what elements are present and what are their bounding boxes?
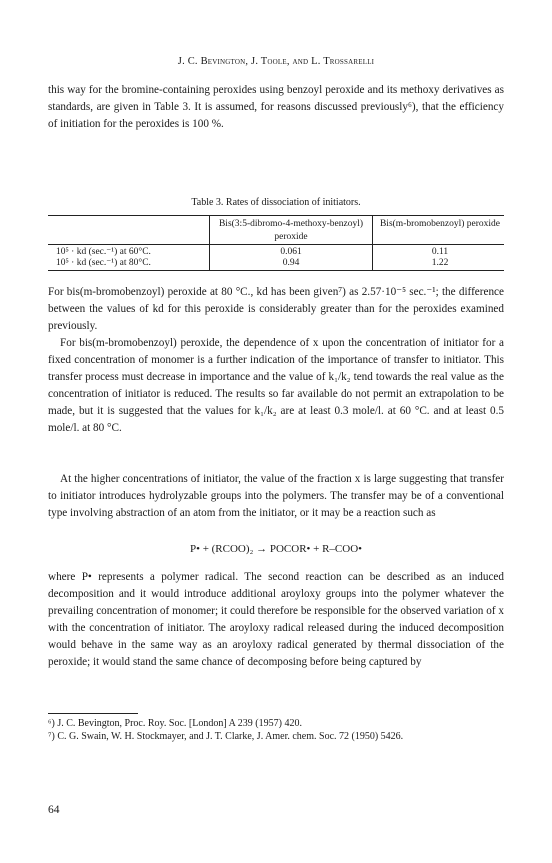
- table-column-divider: [209, 215, 210, 270]
- paragraph: For bis(m-bromobenzoyl) peroxide at 80 °C., kd has been given⁷) as 2.57·10⁻⁵ sec.⁻¹; the difference between the values of kd for this peroxide is considerably greater than for the peroxides examined previously.: [48, 286, 504, 332]
- table-header-rule: [48, 244, 504, 245]
- table-caption: Table 3. Rates of dissociation of initiators.: [191, 197, 361, 208]
- table-cell: 1.22: [431, 258, 449, 268]
- table-cell: 0.94: [282, 258, 300, 268]
- table-cell: 0.061: [280, 247, 302, 257]
- table-bottom-rule: [48, 270, 504, 271]
- paragraph: where P• represents a polymer radical. The second reaction can be described as an induced decomposition and it would introduce additional aroyloxy groups into the polymer whatever the prevailing concentration of monomer; it could therefore be responsible for the observed variation of x with the concentration of initiator. The aroyloxy radical released during the induced decomposition would behave in the same way as an aroyloxy radical generated by thermal dissociation of the peroxide; it would stand the same chance of decomposing before being captured by: [48, 571, 504, 668]
- table-col1-header: Bis(3:5-dibromo-4-methoxy-benzoyl) peroxide: [218, 219, 364, 242]
- table-top-rule: [48, 215, 504, 216]
- intro-paragraph: this way for the bromine-containing peroxides using benzoyl peroxide and its methoxy derivatives as standards, are given in Table 3. It is assumed, for reasons discussed previously⁶), that the efficiency of initiation for the peroxides is 100 %.: [48, 84, 504, 130]
- paragraph: At the higher concentrations of initiator, the value of the fraction x is large suggesting that transfer to initiator introduces hydrolyzable groups into the polymers. The transfer may be of a conventional type involving abstraction of an atom from the initiator, or it may be a reaction such as: [48, 473, 504, 519]
- table-row-label: 10⁵ · kd (sec.⁻¹) at 60°C.: [56, 247, 151, 257]
- table-row-label: 10⁵ · kd (sec.⁻¹) at 80°C.: [56, 258, 151, 268]
- footnote: ⁷) C. G. Swain, W. H. Stockmayer, and J. T. Clarke, J. Amer. chem. Soc. 72 (1950) 5426.: [48, 731, 404, 742]
- footnote-rule: [48, 713, 138, 714]
- reaction-equation: P• + (RCOO)₂ → POCOR• + R–COO•: [189, 543, 363, 555]
- running-header: [48, 56, 504, 67]
- table-cell: 0.11: [431, 247, 449, 257]
- table-column-divider: [372, 215, 373, 270]
- table-col2-header: Bis(m-bromobenzoyl) peroxide: [379, 219, 501, 229]
- page-number: 64: [48, 804, 60, 816]
- running-header-text: J. C. Bevington, J. Toole, and L. Trossarelli: [177, 56, 375, 67]
- paragraph: For bis(m-bromobenzoyl) peroxide, the dependence of x upon the concentration of initiator for a fixed concentration of monomer is a further indication of the importance of transfer to initiator. This transfer process must decrease in importance and the value of k₁/k₂ tend towards the real value as the concentration of initiator is reduced. The results so far available do not permit an extrapolation to be made, but it is suggested that the values for k₁/k₂ are at least 0.3 mole/l. at 60 °C. and at least 0.5 mole/l. at 80 °C.: [48, 337, 504, 434]
- footnote: ⁶) J. C. Bevington, Proc. Roy. Soc. [London] A 239 (1957) 420.: [48, 718, 302, 729]
